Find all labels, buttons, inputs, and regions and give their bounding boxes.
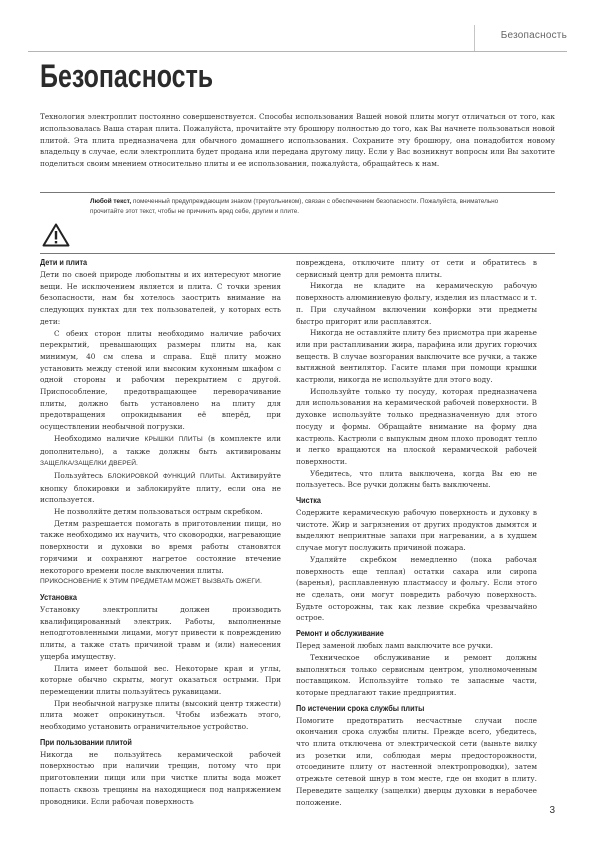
repair-paragraph-2: Техническое обслуживание и ремонт должны выполняться только сервисным центром, уполномоченным поставщиком. Используйте только те запасные части, которые предлагают такие предприятия. — [296, 652, 537, 697]
children-paragraph-6: Детям разрешается помогать в приготовлении пищи, но также необходимо их научить, что сковородки, нагревающие поверхности и духовки во время работы становятся горячими и сохраняют нагретое состояние втечение некоторого времени после выключения плиты. — [40, 518, 281, 575]
page-number: 3 — [549, 805, 555, 816]
section-heading-repair: Ремонт и обслуживание — [296, 628, 384, 639]
use-paragraph-4: Используйте только ту посуду, которая предназначена для использования на керамической рабочей поверхности. В духовке используйте только предназначенную для этого посуду и формы. Обращайте внимание на форму дна кастрюль. Кастрюли с выпуклым дном плохо проводят тепло и легко вращаются на плоской керамической рабочей поверхности. — [296, 386, 537, 466]
left-column — [40, 257, 281, 807]
use-paragraph-2: Никогда не кладите на керамическую рабочую поверхность алюминиевую фольгу, изделия из пластмасс и т. п. При случайном включении конфорки эти предметы быстро пригорят или расплавятся. — [296, 281, 537, 326]
running-header: Безопасность — [500, 30, 567, 41]
install-paragraph-1: Установку электроплиты должен производить квалифицированный электрик. Работы, выполненные неподготовленными лицами, могут привести к повреждению плиты, а также стать причиной травм и (или) нанесения ущерба имуществу. — [40, 604, 281, 661]
cleaning-paragraph-2: Удаляйте скребком немедленно (пока рабочая поверхность еще теплая) остатки сахара или сиропа (варенья), расплавленную пластмассу и фольгу. Если этого не сделать, они могут повредить рабочую поверхность. Будьте осторожны, так как лезвие скребка чрезвычайно острое. — [296, 554, 537, 623]
caps-run: БЛОКИРОВКОЙ ФУНКЦИЙ ПЛИТЫ. — [107, 472, 227, 480]
use-paragraph-5: Убедитесь, что плита выключена, когда Вы ею не пользуетесь. Все ручки должны быть выключены. — [296, 468, 537, 490]
section-heading-install: Установка — [40, 591, 77, 602]
text-run: Пользуйтесь — [54, 470, 108, 480]
cleaning-paragraph-1: Содержите керамическую рабочую поверхность и духовку в чистоте. Жир и загрязнения от других продуктов дымятся и выделяют неприятные запахи при нагревании, а в худшем случае могут послужить причиной пожара. — [296, 508, 537, 553]
install-paragraph-2: Плита имеет большой вес. Некоторые края и углы, которые обычно скрыты, могут оказаться острыми. При перемещении плиты пользуйтесь рукавицами. — [40, 663, 281, 696]
repair-paragraph-1: Перед заменой любых ламп выключите все ручки. — [296, 641, 493, 651]
warning-triangle-icon — [42, 223, 70, 247]
children-paragraph-5: Не позволяйте детям пользоваться острым скребком. — [54, 507, 263, 517]
warning-rule-top — [40, 192, 555, 193]
section-heading-use: При пользовании плитой — [40, 736, 132, 747]
section-heading-cleaning: Чистка — [296, 495, 322, 506]
use-paragraph-3: Никогда не оставляйте плиту без присмотра при жаренье или при растапливании жира, парафина или других горючих веществ. В случае возгорания выключите все ручки, а также вытяжной вентилятор. Гасите пламя при помощи крышки кастрюли, никогда не используйте для этого воду. — [296, 328, 537, 385]
children-paragraph-2: С обеих сторон плиты необходимо наличие рабочих перекрытий, превышающих размеры плиты на, как минимум, 40 см слева и справа. Ещё плиту можно установить между стеной или высоким кухонным шкафом с одной стороны и рабочим перекрытием с другой. Приспособление, предотвращающее переворачивание плиты, должно быть установлено на плиту для предотвращения опрокидывания её вперёд, при осуществлении необычной погрузки. — [40, 328, 281, 432]
text-run: Необходимо наличие — [54, 433, 145, 443]
use-paragraph-1: Никогда не пользуйтесь керамической рабочей поверхностью при наличии трещин, потому что при приготовлении пищи или при чистке плиты вода может попасть сквозь трещины на находящиеся под напряжением проводники. Если рабочая поверхность — [40, 749, 281, 806]
caps-run: КРЫШКИ ПЛИТЫ — [144, 435, 203, 443]
disposal-paragraph-1: Помогите предотвратить несчастные случаи после окончания срока службы плиты. Прежде всего, убедитесь, что плита отключена от электрической сети (выньте вилку из розетки или, соблюдая меры предосторожности, отсоедините плиту от настенной электропроводки), затем отрежьте сетевой шнур в том месте, где он входит в плиту. Переведите защелку (защелки) дверцы духовки в нерабочее положение. — [296, 715, 537, 807]
children-paragraph-1: Дети по своей природе любопытны и их интересуют многие вещи. Не исключением является и плита. С точки зрения безопасности, нам бы хотелось заострить внимание на следующих пунктах для тех пользователей, у которых есть дети: — [40, 270, 281, 326]
caps-run: ЗАЩЕЛКА/ЗАЩЕЛКИ ДВЕРЕЙ. — [40, 460, 138, 468]
children-warning-caps: ПРИКОСНОВЕНИЕ К ЭТИМ ПРЕДМЕТАМ МОЖЕТ ВЫЗВАТЬ ОЖЕГИ. — [40, 578, 262, 586]
page-title: Безопасность — [40, 58, 214, 94]
header-separator — [474, 25, 475, 51]
section-heading-disposal: По истечении срока службы плиты — [296, 702, 425, 713]
text-run: (в комплекте или дополнительно), а также должны быть активированы — [40, 433, 282, 456]
right-column — [296, 257, 537, 808]
text-run: Активируйте кнопку блокировки и заблокируйте плиту, если она не используется. — [40, 470, 281, 505]
warning-lead: Любой текст, — [90, 198, 132, 205]
use-paragraph-1-continued: повреждена, отключите плиту от сети и обратитесь в сервисный центр для ремонта плиты. — [296, 258, 537, 279]
children-paragraph-3 — [40, 433, 281, 470]
section-heading-children: Дети и плита — [40, 257, 88, 267]
intro-paragraph: Технология электроплит постоянно совершенствуется. Способы использования Вашей новой плиты могут отличаться от того, как использовалась Ваша старая плита. Пожалуйста, прочитайте эту брошюру полностью до того, как Вы начнете пользоваться новой плитой. Эта плита предназначена для обычного домашнего использования. Сохраните эту брошюру, она понадобится новому владельцу в случае, если электроплита будет продана или передана другому лицу. Если у Вас возникнут вопросы или Вы захотите поделиться своим мнением относительно плиты и ее использования, пожалуйста, обращайтесь к нам. — [40, 112, 555, 169]
install-paragraph-3: При необычной нагрузке плиты (высокий центр тяжести) плита может опрокинуться. Чтобы избежать этого, необходимо установить ограничительное устройство. — [40, 698, 281, 732]
children-paragraph-4 — [40, 470, 281, 506]
warning-rule-bottom — [40, 253, 555, 254]
header-rule — [28, 51, 567, 52]
warning-note — [90, 197, 525, 217]
warning-body: помеченный предупреждающим знаком (треугольником), связан с обеспечением безопасности. Пожалуйста, внимательно прочитайте этот текст, чтобы не причинить вред себе, другим и плите. — [90, 198, 499, 215]
